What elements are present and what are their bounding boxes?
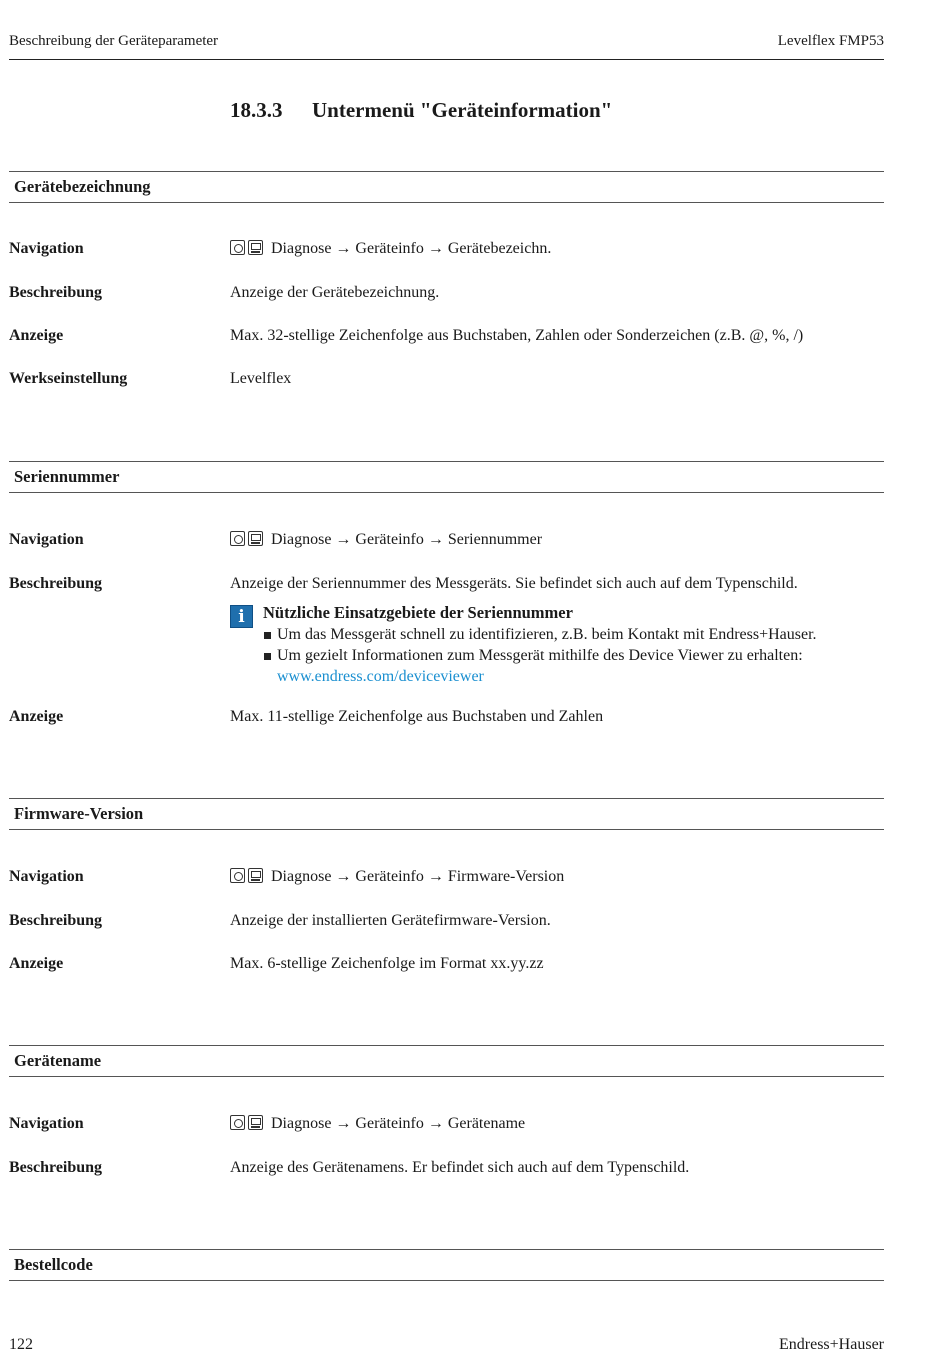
row-label: Navigation xyxy=(9,531,84,548)
param-header-seriennummer xyxy=(9,461,884,493)
row-value xyxy=(230,240,551,260)
header-product: Levelflex FMP53 xyxy=(777,33,884,49)
row-value: Anzeige des Gerätenamens. Er befindet sich auch auf dem Typenschild. xyxy=(230,1159,690,1176)
section-number: 18.3.3 xyxy=(230,98,283,122)
row-label: Beschreibung xyxy=(9,912,103,929)
row-value xyxy=(230,1115,525,1135)
list-item xyxy=(263,645,873,687)
display-icon xyxy=(248,868,263,883)
param-name: Firmware-Version xyxy=(14,804,144,823)
section-heading: Untermenü "Geräteinformation" xyxy=(312,98,613,122)
operate-icon xyxy=(230,531,245,546)
nav-icons xyxy=(230,531,266,551)
param-name: Gerätebezeichnung xyxy=(14,177,151,196)
section-title xyxy=(230,98,612,123)
param-header-geraetename xyxy=(9,1045,884,1077)
nav-path: Diagnose → Geräteinfo → Gerätebezeichn. xyxy=(271,240,552,257)
info-title: Nützliche Einsatzgebiete der Seriennummer xyxy=(263,603,573,622)
row-value: Max. 32-stellige Zeichenfolge aus Buchstaben, Zahlen oder Sonderzeichen (z.B. @, %, /) xyxy=(230,327,804,344)
row-label: Werkseinstellung xyxy=(9,370,128,387)
row-label: Beschreibung xyxy=(9,1159,103,1176)
nav-path: Diagnose → Geräteinfo → Gerätename xyxy=(271,1115,526,1132)
footer-brand: Endress+Hauser xyxy=(779,1336,884,1353)
row-label: Navigation xyxy=(9,1115,84,1132)
nav-path: Diagnose → Geräteinfo → Seriennummer xyxy=(271,531,543,548)
row-value: Anzeige der Gerätebezeichnung. xyxy=(230,284,440,301)
row-label: Anzeige xyxy=(9,955,64,972)
row-value: Levelflex xyxy=(230,370,292,387)
page-number: 122 xyxy=(9,1336,33,1353)
operate-icon xyxy=(230,868,245,883)
param-name: Bestellcode xyxy=(14,1255,93,1274)
row-label: Navigation xyxy=(9,868,84,885)
nav-icons xyxy=(230,1115,266,1135)
list-item-text: Um das Messgerät schnell zu identifizieren, z.B. beim Kontakt mit Endress+Hauser. xyxy=(277,626,817,643)
row-value xyxy=(230,531,542,551)
row-label: Beschreibung xyxy=(9,284,103,301)
display-icon xyxy=(248,1115,263,1130)
param-name: Gerätename xyxy=(14,1051,102,1070)
deviceviewer-link[interactable]: www.endress.com/deviceviewer xyxy=(277,668,484,685)
nav-path: Diagnose → Geräteinfo → Firmware-Version xyxy=(271,868,565,885)
row-label: Navigation xyxy=(9,240,84,257)
header-chapter: Beschreibung der Geräteparameter xyxy=(9,33,219,49)
row-label: Anzeige xyxy=(9,708,64,725)
row-label: Beschreibung xyxy=(9,575,103,592)
display-icon xyxy=(248,240,263,255)
nav-icons xyxy=(230,240,266,260)
row-value: Max. 11-stellige Zeichenfolge aus Buchstaben und Zahlen xyxy=(230,708,604,725)
info-note xyxy=(230,603,870,688)
display-icon xyxy=(248,531,263,546)
row-value: Max. 6-stellige Zeichenfolge im Format xx.yy.zz xyxy=(230,955,544,972)
info-list xyxy=(263,624,873,687)
list-item xyxy=(263,624,873,645)
param-header-firmware-version xyxy=(9,798,884,830)
row-value: Anzeige der installierten Gerätefirmware-Version. xyxy=(230,912,551,929)
row-value: Anzeige der Seriennummer des Messgeräts. Sie befindet sich auch auf dem Typenschild. xyxy=(230,575,798,592)
param-header-bestellcode xyxy=(9,1249,884,1281)
page-header xyxy=(9,33,884,60)
row-value xyxy=(230,868,564,888)
row-label: Anzeige xyxy=(9,327,64,344)
list-item-text: Um gezielt Informationen zum Messgerät mithilfe des Device Viewer zu erhalten: xyxy=(277,647,803,664)
operate-icon xyxy=(230,1115,245,1130)
info-icon: i xyxy=(230,605,253,628)
nav-icons xyxy=(230,868,266,888)
operate-icon xyxy=(230,240,245,255)
param-name: Seriennummer xyxy=(14,467,120,486)
param-header-geraetebezeichnung xyxy=(9,171,884,203)
